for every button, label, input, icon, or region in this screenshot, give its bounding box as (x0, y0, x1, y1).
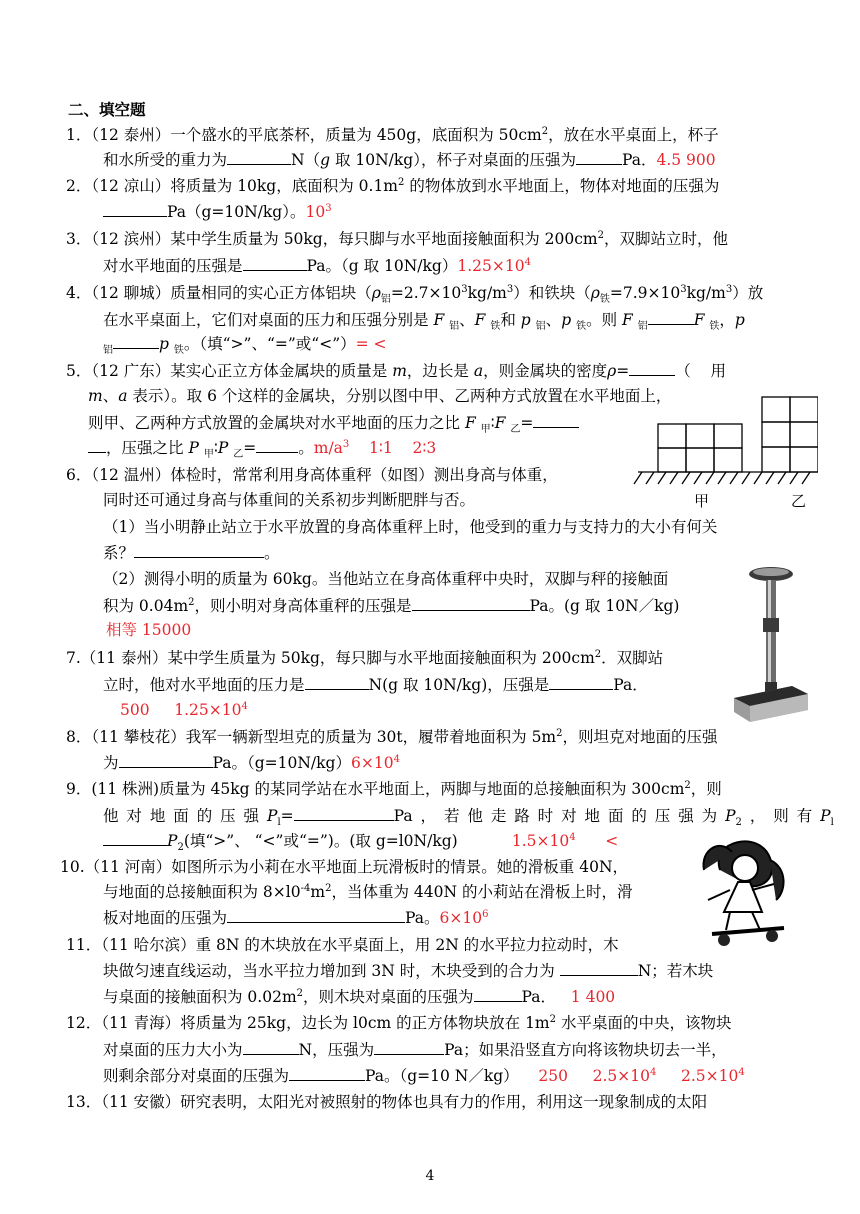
question-5-line-3: 则甲、乙两种方式放置的金属块对水平地面的压力之比 F $_甲$∶F $_乙$= (88, 411, 579, 434)
question-3-line-2: 对水平地面的压强是 Pa。（g 取 $10N/kg)1.25\times 10^4$ (103, 254, 531, 277)
question-7-line-2: 立时，他对水平地面的压力是 N(g 取 10N/kg)，压强是 Pa． (103, 673, 648, 696)
question-5-line-1: 5．（12 广东）某实心正立方体金属块的质量是 m，边长是 a，则金属块的密度ρ= （ 用 (66, 359, 726, 382)
question-12-line-3: 则剩余部分对桌面的压强为 Pa。（g=10 N／kg） 250 $2.5\times 10^4$ $2.5\times 10^4$ (103, 1064, 745, 1087)
question-11-line-3: 与桌面的接触面积为 $0.02m^2$，则木块对桌面的压强为 Pa． 1 400 (103, 985, 615, 1008)
answer-4: = < (355, 335, 387, 353)
skateboard-girl-figure (690, 830, 800, 950)
question-6-line-4: 系？ 。 (103, 541, 280, 564)
page-number: 4 (425, 1168, 435, 1184)
answer-8: $6\times 10^4$ (350, 753, 400, 772)
question-12-line-2: 对桌面的压力大小为 N，压强为 Pa；如果沿竖直方向将该物块切去一半， (103, 1038, 727, 1061)
question-1-line-1: 1．（12 泰州）一个盛水的平底茶杯，质量为 450g，底面积为 $50cm^2$，放在水平桌面上，杯子 (66, 125, 719, 144)
answer-3: $1.25\times 10^4$ (457, 256, 531, 275)
question-9-line-2: 他 对 地 面 的 压 强 $P_l= Pa$ ， 若 他 走 路 时 对 地 面 的 压 强 为 $P_2$ ， 则 有 $P_l$ (103, 804, 834, 827)
section-title: 二、填空题 (68, 101, 146, 119)
question-13-line-1: 13．（11 安徽）研究表明，太阳光对被照射的物体也具有力的作用，利用这一现象制成的太阳 (66, 1093, 708, 1111)
question-10-line-2: 与地面的总接触面积为 $8\times l0^{-4}m^2$，当体重为 440N 的小莉站在滑板上时，滑 (103, 882, 633, 901)
question-12-line-1: 12．（11 青海）将质量为 25kg，边长为 l0cm 的正方体物块放在 $1m^2$ 水平桌面的中央，该物块 (66, 1013, 732, 1032)
question-7-line-1: 7.（11 泰州）某中学生质量为 50kg，每只脚与水平地面接触面积为 $200cm^2$．双脚站 (66, 648, 664, 667)
height-weight-scale-figure (730, 562, 810, 730)
answer-11: 1 400 (570, 988, 616, 1006)
question-8-line-2: 为 Pa。$(g=10N/kg)6\times 10^4$ (103, 751, 400, 774)
figure-label-yi: 乙 (791, 492, 807, 510)
answer-12: 250 $2.5\times 10^4$ $2.5\times 10^4$ (538, 1066, 745, 1085)
question-1-line-2: 和水所受的重力为 N（g 取 10N/kg），杯子对桌面的压强为 Pa．4.5 900 (103, 148, 716, 171)
answer-2: $10^3$ (305, 202, 332, 221)
answer-10: $6\times 10^6$ (439, 908, 489, 927)
question-4-line-3: $_铝$ p $_铁$。（填“>”、“=”或“<”）= < (103, 332, 387, 355)
answer-1: 4.5 900 (656, 151, 716, 169)
figure-label-jia: 甲 (694, 492, 710, 510)
question-3-line-1: 3．（12 滨州）某中学生质量为 50kg，每只脚与水平地面接触面积为 $200cm^2$，双脚站立时，他 (66, 229, 729, 248)
question-5-line-4: ，压强之比 P $_甲$∶P $_乙$= 。$m/a^3$ 1∶1 2∶3 (88, 436, 436, 459)
question-2-line-2: Pa（g=10N/kg）。$10^3$ (103, 200, 332, 223)
question-11-line-1: 11．（11 哈尔滨）重 8N 的木块放在水平桌面上，用 2N 的水平拉力拉动时，木 (66, 936, 619, 954)
question-9-line-3: $P_2$(填“>”、 “<”或“=”)。(取 g=l0N/kg) $1.5\times 10^4$ < (103, 829, 618, 852)
metal-blocks-figure (628, 392, 818, 514)
answer-9: $1.5\times 10^4$ < (511, 831, 619, 850)
question-2-line-1: 2．（12 凉山）将质量为 10kg，底面积为 $0.1m^2$ 的物体放到水平地面上，物体对地面的压强为 (66, 176, 720, 195)
question-10-line-1: 10.（11 河南）如图所示为小莉在水平地面上玩滑板时的情景。她的滑板重 40N， (60, 858, 629, 876)
question-9-line-1: 9．(11 株洲)质量为 45kg 的某同学站在水平地面上，两脚与地面的总接触面积为 $300cm^2$，则 (66, 779, 722, 798)
question-5-line-2: m、a 表示）。取 6 个这样的金属块，分别以图中甲、乙两种方式放置在水平地面上， (88, 387, 672, 405)
question-4-line-1: 4．（12 聊城）质量相同的实心正方体铝块$(\rho_铝=2.7\times 10^3kg/m^3)$和铁块$(\rho_铁=7.9\times 10^3kg/m^3)$放 (66, 283, 764, 306)
answer-5: $m/a^3$ 1∶1 2∶3 (313, 438, 437, 457)
question-4-line-2: 在水平桌面上，它们对桌面的压力和压强分别是 F $_铝$、F $_铁$和 p $_铝$、p $_铁$。则 F $_铝$ F $_铁$，p (103, 308, 745, 331)
question-6-line-1: 6．（12 温州）体检时，常常利用身高体重秤（如图）测出身高与体重， (66, 466, 558, 484)
question-6-line-6: 积为 $0.04m^2$，则小明对身高体重秤的压强是 Pa。(g 取 10N／kg) (103, 594, 679, 617)
question-6-line-5: （2）测得小明的质量为 60kg。当他站立在身高体重秤中央时，双脚与秤的接触面 (103, 570, 669, 588)
question-6-line-2: 同时还可通过身高与体重间的关系初步判断肥胖与否。 (103, 491, 476, 509)
answer-6: 相等 15000 (106, 621, 192, 639)
question-10-line-3: 板对地面的压强为 Pa。$6\times 10^6$ (103, 906, 488, 929)
question-8-line-1: 8．（11 攀枝花）我军一辆新型坦克的质量为 30t，履带着地面积为 $5m^2$，则坦克对地面的压强 (66, 727, 718, 746)
question-6-line-3: （1）当小明静止站立于水平放置的身高体重秤上时，他受到的重力与支持力的大小有何关 (103, 518, 718, 536)
answer-7: 500 $1.25\times 10^4$ (120, 700, 248, 719)
question-11-line-2: 块做匀速直线运动，当水平拉力增加到 3N 时，木块受到的合力为 N；若木块 (103, 959, 713, 982)
